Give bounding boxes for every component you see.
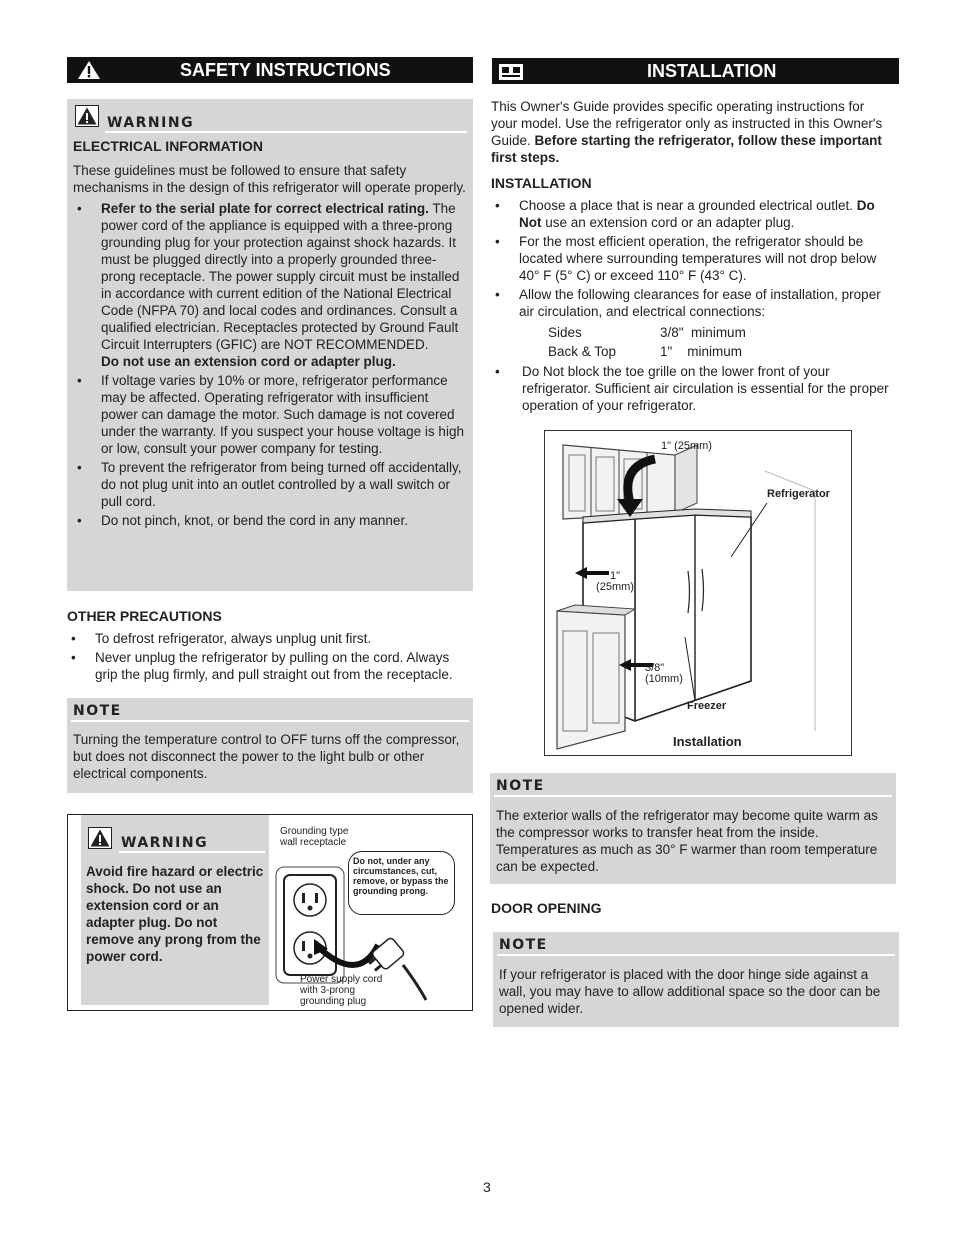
intro-bold: Before starting the refrigerator, follow these important first steps. <box>491 133 882 165</box>
installation-caption: Installation <box>673 734 742 749</box>
other-precautions-list <box>67 630 475 685</box>
installation-list <box>491 197 899 416</box>
list-item: • To defrost refrigerator, always unplug unit first. <box>67 630 475 647</box>
note-rule <box>497 954 895 956</box>
electrical-rating-bold: Refer to the serial plate for correct electrical rating. <box>101 201 429 216</box>
electrical-warning-panel <box>67 99 473 591</box>
note-label: NOTE <box>73 703 122 719</box>
safety-header-title: SAFETY INSTRUCTIONS <box>180 60 391 80</box>
door-opening-heading: DOOR OPENING <box>491 900 602 916</box>
electrical-body <box>73 162 468 531</box>
refrigerator-icon <box>498 62 524 88</box>
electrical-information-heading: ELECTRICAL INFORMATION <box>73 138 264 154</box>
side-clearance-label: 1" (25mm) <box>596 570 634 593</box>
warning-label: WARNING <box>107 115 195 131</box>
electrical-rating-text: The power cord of the appliance is equipped with a three-prong grounding plug for your protection against shock hazards. It must be plugged directly into a properly grounded three-prong receptacle. The power supply circuit must be installed in accordance with current edition of the National Electrical Code (NFPA 70) and local codes and ordinances. Consult a qualified electrician. Receptacles protected by Ground Fault Circuit Interrupters (GFIC) are NOT RECOMMENDED. <box>101 201 460 352</box>
page-number: 3 <box>483 1179 491 1195</box>
top-clearance-label: 1" (25mm) <box>661 440 712 452</box>
installation-intro <box>491 98 891 166</box>
note-label: NOTE <box>499 937 548 953</box>
note-rule <box>71 720 469 722</box>
grounding-prong-bubble: Do not, under any circumstances, cut, remove, or bypass the grounding prong. <box>353 856 449 896</box>
no-extension-cord-bold: Do not use an extension cord or adapter plug. <box>101 354 396 369</box>
list-item: • If voltage varies by 10% or more, refrigerator performance may be affected. Operating refrigerator with insufficient power can damage the motor. Such damage is not covered under the warranty. If you suspect your house voltage is high or low, consult your power company for testing. <box>73 372 468 457</box>
intro-plain: This Owner's Guide provides specific operating instructions for your model. Use the refrigerator only as instructed in this Owner's Guide. <box>491 99 883 148</box>
clearance-table <box>491 323 899 361</box>
warning-label: WARNING <box>121 835 209 851</box>
bottom-clearance-label: 3/8" (10mm) <box>645 662 683 685</box>
list-item: • To prevent the refrigerator from being turned off accidentally, do not plug unit into an outlet controlled by a wall switch or pull cord. <box>73 459 468 510</box>
note-text: Turning the temperature control to OFF turns off the compressor, but does not disconnect the power to the light bulb or other electrical components. <box>73 732 460 781</box>
other-precautions-heading: OTHER PRECAUTIONS <box>67 608 222 624</box>
installation-header-title: INSTALLATION <box>647 61 777 81</box>
receptacle-label: Grounding type wall receptacle <box>280 826 349 848</box>
warning-triangle-icon <box>88 827 112 854</box>
warning-triangle-icon <box>77 60 101 87</box>
list-item: • Choose a place that is near a grounded electrical outlet. Do Not use an extension cord or an adapter plug. <box>491 197 899 231</box>
note-label: NOTE <box>496 778 545 794</box>
installation-figure <box>544 430 852 756</box>
list-item: • For the most efficient operation, the refrigerator should be located where surrounding temperatures will not drop below 40° F (5° C) or exceed 110° F (43° C). <box>491 233 899 284</box>
list-item: • Allow the following clearances for ease of installation, proper air circulation, and electrical connections: <box>491 286 899 320</box>
list-item <box>73 200 468 370</box>
power-cord-label: Power supply cord with 3-prong grounding plug <box>300 974 383 1007</box>
temperature-note-panel <box>67 698 473 793</box>
warning-rule <box>119 851 265 853</box>
installation-header-bar <box>492 58 899 84</box>
electrical-intro: These guidelines must be followed to ensure that safety mechanisms in the design of this refrigerator will operate properly. <box>73 163 466 195</box>
fire-hazard-text: Avoid fire hazard or electric shock. Do not use an extension cord or an adapter plug. Do not remove any prong from the power cord. <box>86 864 264 964</box>
note-text: If your refrigerator is placed with the door hinge side against a wall, you may have to allow additional space so the door can be opened wider. <box>499 967 881 1016</box>
exterior-walls-note-panel <box>490 773 896 884</box>
door-opening-note-panel <box>493 932 899 1027</box>
refrigerator-label: Refrigerator <box>767 488 830 500</box>
fire-hazard-warning-box <box>67 814 473 1011</box>
list-item: • Never unplug the refrigerator by pulling on the cord. Always grip the plug firmly, and pull straight out from the receptacle. <box>67 649 475 683</box>
fire-hazard-warning-panel <box>81 815 269 1005</box>
freezer-label: Freezer <box>687 700 727 712</box>
installation-heading: INSTALLATION <box>491 175 592 191</box>
clearance-row: Sides 3/8" minimum <box>548 325 746 340</box>
list-item: • Do not pinch, knot, or bend the cord in any manner. <box>73 512 468 529</box>
clearance-row: Back & Top 1" minimum <box>548 344 743 359</box>
note-rule <box>494 795 892 797</box>
list-item: • Do Not block the toe grille on the lower front of your refrigerator. Sufficient air circulation is essential for the proper operation of your refrigerator. <box>491 363 899 414</box>
warning-rule <box>105 131 467 133</box>
warning-triangle-icon <box>75 105 99 132</box>
safety-header-bar <box>67 57 473 83</box>
note-text: The exterior walls of the refrigerator may become quite warm as the compressor works to transfer heat from the inside. Temperatures as much as 30° F warmer than room temperature can be expected. <box>496 808 878 874</box>
